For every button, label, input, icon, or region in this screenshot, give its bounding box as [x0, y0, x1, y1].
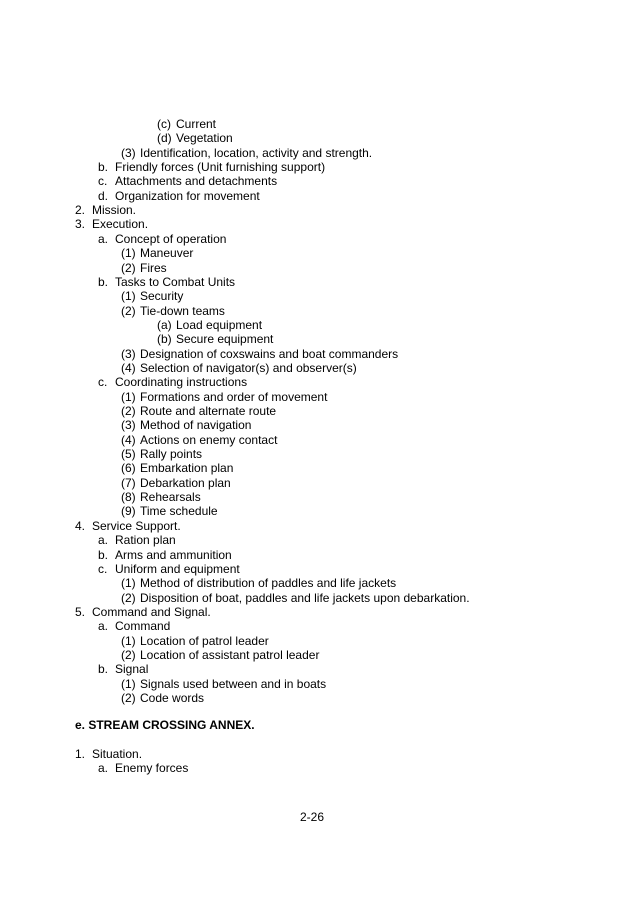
outline-item-marker: (1): [121, 246, 136, 261]
outline-item-marker: a.: [98, 619, 109, 634]
outline-item-text: Method of navigation: [140, 418, 252, 433]
outline-item-marker: (a): [157, 317, 172, 332]
outline-item-marker: b.: [98, 662, 109, 677]
outline-item-marker: b.: [98, 547, 109, 562]
outline-item-text: Rally points: [140, 447, 203, 462]
outline-item-text: Method of distribution of paddles and life jackets: [140, 576, 397, 591]
outline-item: [0, 261, 635, 275]
outline-item-text: Attachments and detachments: [115, 174, 278, 189]
outline-item-text: Mission.: [92, 203, 137, 218]
outline-item-marker: a.: [98, 231, 109, 246]
outline-item: [0, 246, 635, 260]
outline-item-marker: (3): [121, 418, 136, 433]
outline-item-text: Organization for movement: [115, 188, 260, 203]
outline-item-text: Current: [176, 117, 217, 131]
outline-item-text: Embarkation plan: [140, 461, 234, 476]
outline-item: [0, 648, 635, 662]
outline-item: [0, 174, 635, 188]
outline-item: [0, 404, 635, 418]
section-heading: e. STREAM CROSSING ANNEX.: [75, 718, 255, 732]
outline-item-text: Signals used between and in boats: [140, 676, 327, 691]
outline-item-text: Debarkation plan: [140, 475, 231, 490]
outline-item: [0, 332, 635, 346]
outline-item-marker: (1): [121, 633, 136, 648]
outline-item-marker: (3): [121, 145, 136, 160]
outline-item-text: Location of patrol leader: [140, 633, 269, 648]
outline-item: [0, 476, 635, 490]
outline-item: [0, 347, 635, 361]
outline-item-text: Actions on enemy contact: [140, 432, 278, 447]
outline-item: [0, 662, 635, 676]
outline-item-text: Enemy forces: [115, 761, 189, 776]
outline-item: [0, 117, 635, 131]
outline-item: [0, 304, 635, 318]
outline-item: [0, 232, 635, 246]
outline-item-marker: (8): [121, 490, 136, 505]
outline-item-marker: (2): [121, 404, 136, 418]
outline-item-text: Selection of navigator(s) and observer(s): [140, 360, 357, 375]
outline-item: [0, 418, 635, 432]
outline-item-marker: 5.: [75, 604, 86, 619]
outline-item-text: Identification, location, activity and strength.: [140, 145, 373, 160]
outline-item: [0, 562, 635, 576]
outline-item-marker: (1): [121, 576, 136, 591]
outline-item-marker: (2): [121, 691, 136, 705]
outline-item: [0, 747, 635, 761]
outline-item-text: Security: [140, 289, 184, 304]
outline-item-text: Location of assistant patrol leader: [140, 647, 320, 662]
outline-item: [0, 591, 635, 605]
outline-item-marker: (2): [121, 647, 136, 662]
outline-item-marker: (d): [157, 131, 172, 146]
outline-item-marker: b.: [98, 160, 109, 175]
outline-item-text: Execution.: [92, 217, 149, 232]
outline-item-marker: (b): [157, 332, 172, 347]
outline-item: [0, 318, 635, 332]
outline-item: [0, 375, 635, 389]
outline-item: [0, 390, 635, 404]
outline-item-text: Secure equipment: [176, 332, 274, 347]
outline-item: [0, 576, 635, 590]
outline-item-text: Code words: [140, 691, 205, 705]
outline-item-marker: b.: [98, 274, 109, 289]
outline-item-marker: (9): [121, 504, 136, 519]
outline-item-text: Formations and order of movement: [140, 389, 328, 404]
outline-item-text: Vegetation: [176, 131, 233, 146]
outline-item-text: Rehearsals: [140, 490, 201, 505]
outline-item-marker: d.: [98, 188, 109, 203]
outline-item-text: Coordinating instructions: [115, 375, 248, 390]
outline-item: [0, 275, 635, 289]
outline-item-marker: (4): [121, 360, 136, 375]
outline-item: [0, 605, 635, 619]
outline-item-text: Maneuver: [140, 246, 194, 261]
outline-item: [0, 490, 635, 504]
outline-item: [0, 361, 635, 375]
outline-item-text: Signal: [115, 662, 149, 677]
outline-item-text: Route and alternate route: [140, 404, 277, 418]
outline-item-text: Command: [115, 619, 171, 634]
outline-item: [0, 677, 635, 691]
outline-item: [0, 217, 635, 231]
outline-item: [0, 461, 635, 475]
outline-item-marker: c.: [98, 561, 108, 576]
outline-item: [0, 761, 635, 775]
outline-item-marker: c.: [98, 375, 108, 390]
outline-item-marker: 4.: [75, 518, 86, 533]
outline-item-text: Disposition of boat, paddles and life jackets upon debarkation.: [140, 590, 470, 605]
outline-item: [0, 131, 635, 145]
outline-item: [0, 634, 635, 648]
page-number: 2-26: [300, 810, 325, 824]
outline-item-marker: a.: [98, 533, 109, 548]
outline-item-marker: (2): [121, 303, 136, 318]
outline-item-text: Ration plan: [115, 533, 176, 548]
outline-item-text: Tie-down teams: [140, 303, 225, 318]
outline-item-text: Service Support.: [92, 518, 181, 533]
outline-item-marker: (3): [121, 346, 136, 361]
outline-item-text: Load equipment: [176, 317, 263, 332]
outline-item-text: Command and Signal.: [92, 604, 211, 619]
outline-item-text: Time schedule: [140, 504, 218, 519]
outline-item-marker: (5): [121, 447, 136, 462]
outline-item-marker: (1): [121, 676, 136, 691]
outline-item-text: Uniform and equipment: [115, 561, 240, 576]
outline-item-marker: (6): [121, 461, 136, 476]
outline-item-text: Tasks to Combat Units: [115, 274, 236, 289]
outline-item-text: Situation.: [92, 747, 143, 761]
outline-item-marker: (4): [121, 432, 136, 447]
outline-item-marker: (1): [121, 389, 136, 404]
outline-item-text: Friendly forces (Unit furnishing support): [115, 160, 326, 175]
outline-item-marker: (1): [121, 289, 136, 304]
outline-item: [0, 433, 635, 447]
outline-item-marker: 2.: [75, 203, 86, 218]
outline-item-marker: a.: [98, 761, 109, 776]
outline-item: [0, 533, 635, 547]
outline-item-text: Designation of coxswains and boat commanders: [140, 346, 399, 361]
outline-item: [0, 519, 635, 533]
outline-item: [0, 447, 635, 461]
outline-item-marker: c.: [98, 174, 108, 189]
outline-item-marker: 1.: [75, 747, 86, 761]
outline-item-marker: (2): [121, 260, 136, 275]
outline-item: [0, 289, 635, 303]
outline-item-text: Arms and ammunition: [115, 547, 232, 562]
outline-item-marker: (7): [121, 475, 136, 490]
outline-item-marker: 3.: [75, 217, 86, 232]
outline-item: [0, 619, 635, 633]
outline-item: [0, 189, 635, 203]
outline-item: [0, 203, 635, 217]
outline-item: [0, 548, 635, 562]
outline-item-text: Fires: [140, 260, 167, 275]
outline-item-text: Concept of operation: [115, 231, 227, 246]
outline-item: [0, 504, 635, 518]
outline-item-marker: (c): [157, 117, 171, 131]
outline-item: [0, 146, 635, 160]
outline-item: [0, 160, 635, 174]
outline-item: [0, 691, 635, 705]
outline-item-marker: (2): [121, 590, 136, 605]
